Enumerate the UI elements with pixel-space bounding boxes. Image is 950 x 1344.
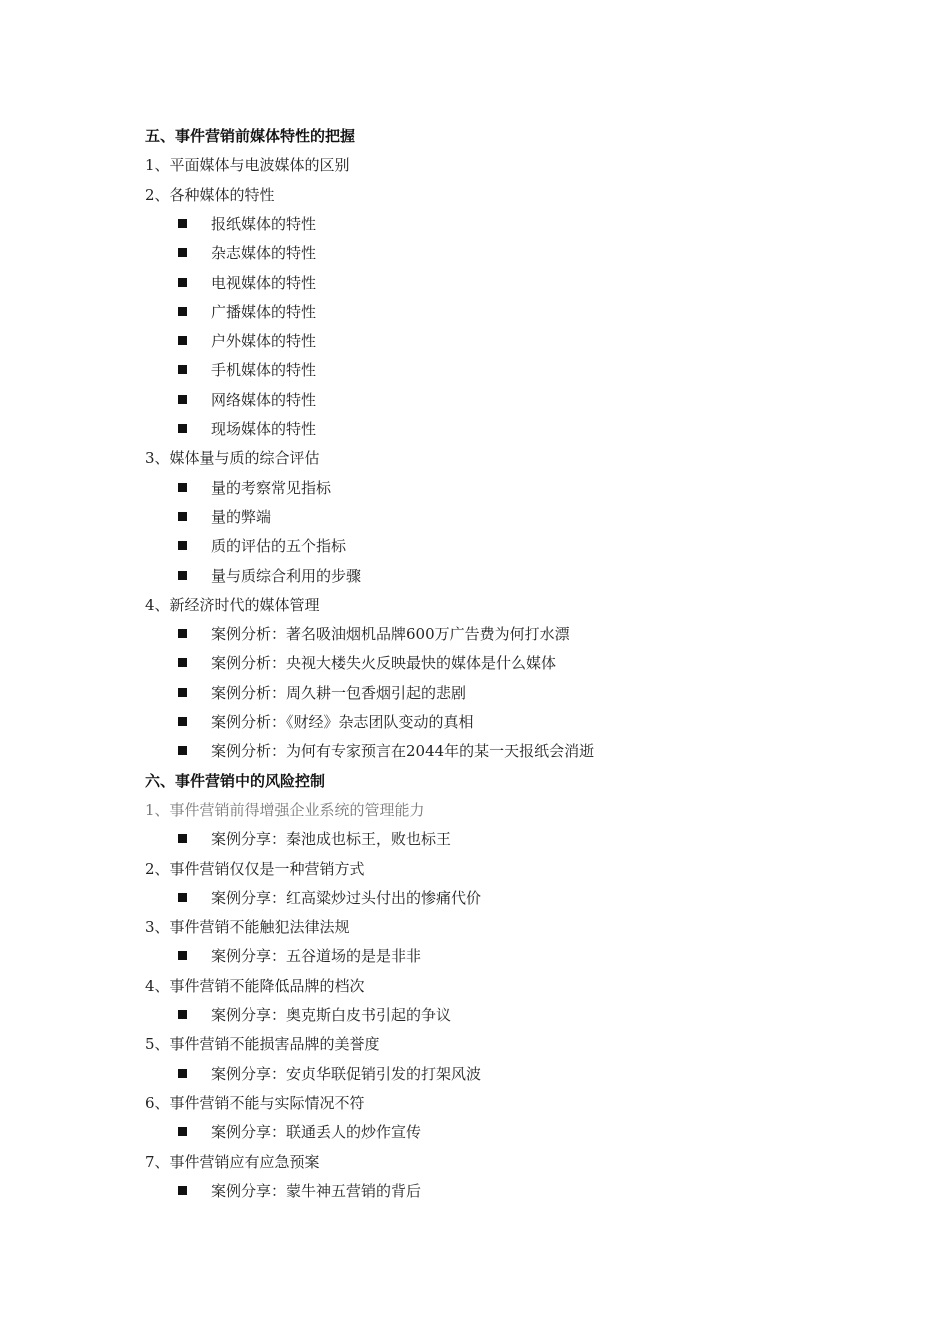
bullet-item <box>178 653 556 673</box>
bullet-item-text: 量的弊端 <box>211 508 272 526</box>
square-bullet-icon <box>178 248 187 257</box>
bullet-item-text: 手机媒体的特性 <box>211 361 317 379</box>
bullet-item-text: 量与质综合利用的步骤 <box>211 567 362 585</box>
bullet-item-text: 案例分享：奥克斯白皮书引起的争议 <box>211 1006 452 1024</box>
bullet-item <box>178 390 316 410</box>
square-bullet-icon <box>178 307 187 316</box>
numbered-item: 3、媒体量与质的综合评估 <box>145 449 320 467</box>
bullet-item <box>178 419 316 439</box>
bullet-item-text: 广播媒体的特性 <box>211 303 317 321</box>
bullet-item-text: 案例分析：周久耕一包香烟引起的悲剧 <box>211 684 467 702</box>
bullet-item <box>178 1064 481 1084</box>
bullet-item <box>178 1122 421 1142</box>
bullet-item <box>178 624 570 644</box>
bullet-item-text: 现场媒体的特性 <box>211 420 317 438</box>
numbered-item: 5、事件营销不能损害品牌的美誉度 <box>145 1035 380 1053</box>
section-heading: 六、事件营销中的风险控制 <box>145 772 326 790</box>
square-bullet-icon <box>178 336 187 345</box>
bullet-item-text: 电视媒体的特性 <box>211 274 317 292</box>
square-bullet-icon <box>178 1186 187 1195</box>
bullet-item <box>178 712 474 732</box>
bullet-item-text: 报纸媒体的特性 <box>211 215 317 233</box>
numbered-item: 6、事件营销不能与实际情况不符 <box>145 1094 365 1112</box>
square-bullet-icon <box>178 424 187 433</box>
numbered-item: 2、各种媒体的特性 <box>145 186 275 204</box>
bullet-item-text: 案例分析：为何有专家预言在2044年的某一天报纸会消逝 <box>211 742 595 760</box>
numbered-item: 4、事件营销不能降低品牌的档次 <box>145 977 365 995</box>
numbered-item: 7、事件营销应有应急预案 <box>145 1153 320 1171</box>
square-bullet-icon <box>178 658 187 667</box>
bullet-item-text: 案例分享：蒙牛神五营销的背后 <box>211 1182 422 1200</box>
bullet-item <box>178 478 331 498</box>
bullet-item <box>178 331 316 351</box>
numbered-item: 1、平面媒体与电波媒体的区别 <box>145 156 350 174</box>
bullet-item-text: 案例分析：央视大楼失火反映最快的媒体是什么媒体 <box>211 654 557 672</box>
bullet-item-text: 案例分享：秦池成也标王，败也标王 <box>211 830 452 848</box>
bullet-item-text: 案例分析：《财经》杂志团队变动的真相 <box>211 713 474 731</box>
bullet-item <box>178 1005 451 1025</box>
bullet-item <box>178 888 481 908</box>
square-bullet-icon <box>178 395 187 404</box>
square-bullet-icon <box>178 512 187 521</box>
numbered-item: 4、新经济时代的媒体管理 <box>145 596 320 614</box>
square-bullet-icon <box>178 365 187 374</box>
bullet-item <box>178 507 271 527</box>
bullet-item <box>178 273 316 293</box>
numbered-item: 3、事件营销不能触犯法律法规 <box>145 918 350 936</box>
bullet-item <box>178 566 361 586</box>
bullet-item-text: 案例分享：联通丢人的炒作宣传 <box>211 1123 422 1141</box>
square-bullet-icon <box>178 1127 187 1136</box>
numbered-item: 1、事件营销前得增强企业系统的管理能力 <box>145 801 425 819</box>
bullet-item-text: 量的考察常见指标 <box>211 479 332 497</box>
bullet-item-text: 案例分享：五谷道场的是是非非 <box>211 947 422 965</box>
bullet-item <box>178 214 316 234</box>
bullet-item <box>178 360 316 380</box>
square-bullet-icon <box>178 1069 187 1078</box>
bullet-item <box>178 741 594 761</box>
bullet-item <box>178 302 316 322</box>
bullet-item-text: 户外媒体的特性 <box>211 332 317 350</box>
square-bullet-icon <box>178 219 187 228</box>
section-heading: 五、事件营销前媒体特性的把握 <box>145 127 356 145</box>
bullet-item <box>178 683 466 703</box>
square-bullet-icon <box>178 571 187 580</box>
bullet-item <box>178 1181 421 1201</box>
square-bullet-icon <box>178 629 187 638</box>
square-bullet-icon <box>178 951 187 960</box>
bullet-item <box>178 536 346 556</box>
square-bullet-icon <box>178 717 187 726</box>
bullet-item-text: 案例分析：著名吸油烟机品牌600万广告费为何打水漂 <box>211 625 570 643</box>
bullet-item <box>178 829 451 849</box>
square-bullet-icon <box>178 1010 187 1019</box>
square-bullet-icon <box>178 834 187 843</box>
square-bullet-icon <box>178 746 187 755</box>
square-bullet-icon <box>178 483 187 492</box>
square-bullet-icon <box>178 541 187 550</box>
square-bullet-icon <box>178 278 187 287</box>
bullet-item-text: 网络媒体的特性 <box>211 391 317 409</box>
bullet-item-text: 质的评估的五个指标 <box>211 537 347 555</box>
bullet-item <box>178 946 421 966</box>
bullet-item <box>178 243 316 263</box>
bullet-item-text: 案例分享：红高粱炒过头付出的惨痛代价 <box>211 889 482 907</box>
square-bullet-icon <box>178 893 187 902</box>
bullet-item-text: 杂志媒体的特性 <box>211 244 317 262</box>
square-bullet-icon <box>178 688 187 697</box>
bullet-item-text: 案例分享：安贞华联促销引发的打架风波 <box>211 1065 482 1083</box>
numbered-item: 2、事件营销仅仅是一种营销方式 <box>145 860 365 878</box>
